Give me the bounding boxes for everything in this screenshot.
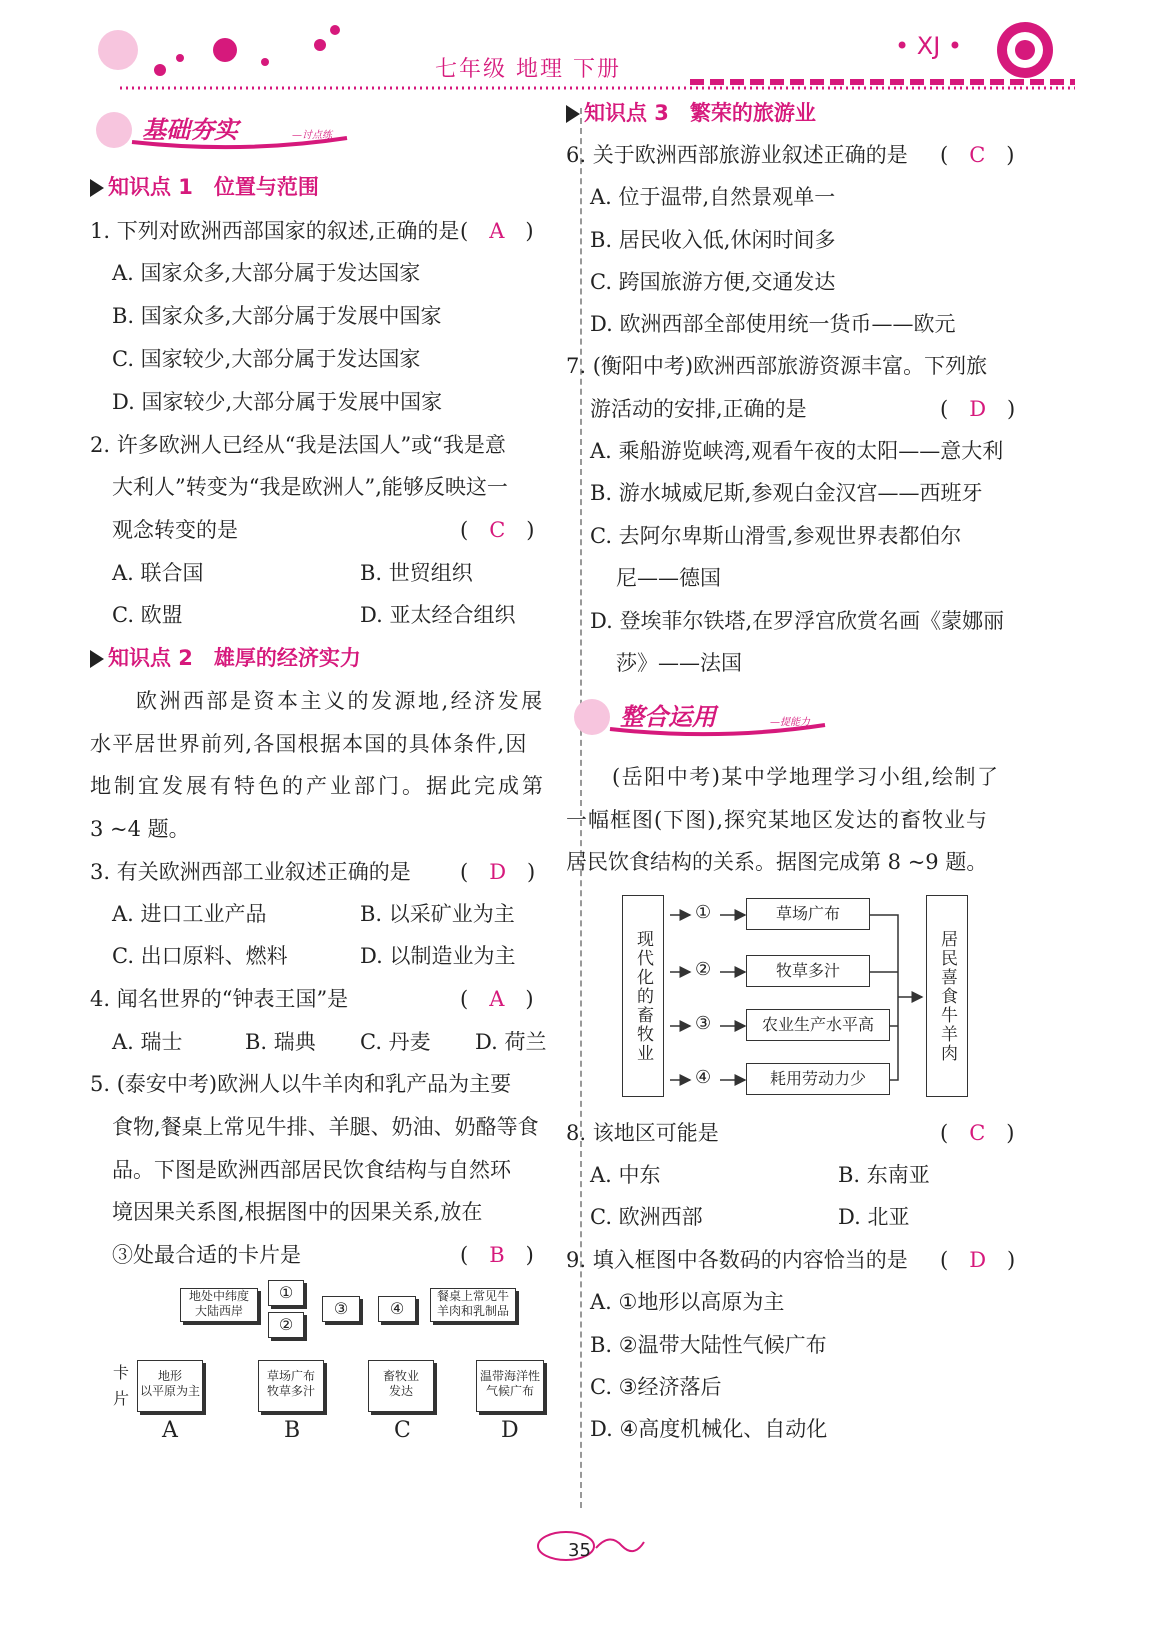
q3-stem: 3. 有关欧洲西部工业叙述正确的是 bbox=[90, 860, 411, 884]
card-letter-d: D bbox=[501, 1418, 519, 1443]
q9-answer: ( D ) bbox=[940, 1248, 1016, 1272]
q6-answer: ( C ) bbox=[940, 143, 1015, 167]
flow-num-3: ③ bbox=[695, 1013, 712, 1034]
q7-option-d-cont: 莎》——法国 bbox=[616, 651, 742, 675]
q4-option-d: D. 荷兰 bbox=[475, 1030, 547, 1054]
paragraph-line-2: 水平居世界前列,各国根据本国的具体条件,因 bbox=[90, 732, 528, 756]
q7-line-2: 游活动的安排,正确的是 bbox=[590, 397, 807, 421]
banner-subtitle: —讨点练 bbox=[292, 130, 332, 141]
card-option-b: 草场广布 牧草多汁 bbox=[258, 1360, 324, 1412]
paragraph-line-1: 欧洲西部是资本主义的发源地,经济发展 bbox=[136, 689, 545, 713]
q7-line-1: 7. (衡阳中考)欧洲西部旅游资源丰富。下列旅 bbox=[566, 354, 988, 378]
q9-option-d: D. ④高度机械化、自动化 bbox=[590, 1417, 828, 1441]
card-mid-latitude: 地处中纬度 大陆西岸 bbox=[180, 1288, 258, 1322]
q7-option-b: B. 游水城威尼斯,参观白金汉宫——西班牙 bbox=[590, 481, 983, 505]
q9-option-c: C. ③经济落后 bbox=[590, 1375, 722, 1399]
flow-result-box: 居民喜食牛羊肉 bbox=[926, 895, 968, 1097]
flow-item-2: 牧草多汁 bbox=[746, 955, 870, 987]
q2-option-c: C. 欧盟 bbox=[112, 603, 183, 627]
q2-line-2: 大利人”转变为“我是欧洲人”,能够反映这一 bbox=[112, 475, 508, 499]
q4-option-a: A. 瑞士 bbox=[112, 1030, 183, 1054]
q7-option-c-cont: 尼——德国 bbox=[616, 566, 721, 590]
q7-option-d: D. 登埃菲尔铁塔,在罗浮宫欣赏名画《蒙娜丽 bbox=[590, 609, 1005, 633]
knowledge-point-1: 知识点 1 位置与范围 bbox=[90, 172, 319, 202]
play-triangle-icon bbox=[566, 105, 580, 123]
q9-option-b: B. ②温带大陆性气候广布 bbox=[590, 1333, 827, 1357]
q3-answer: ( D ) bbox=[460, 860, 536, 884]
section-banner-basic bbox=[92, 108, 352, 148]
q3-option-a: A. 进口工业产品 bbox=[112, 902, 267, 926]
q5-answer: ( B ) bbox=[460, 1243, 534, 1267]
card-letter-a: A bbox=[162, 1418, 178, 1443]
card-slot-4: ④ bbox=[378, 1296, 416, 1322]
card-dining-table: 餐桌上常见牛 羊肉和乳制品 bbox=[430, 1288, 516, 1322]
banner-subtitle: —提能力 bbox=[770, 717, 810, 728]
knowledge-point-3: 知识点 3 繁荣的旅游业 bbox=[566, 98, 816, 128]
flow-item-4: 耗用劳动力少 bbox=[746, 1063, 890, 1095]
q5-line-1: 5. (泰安中考)欧洲人以牛羊肉和乳产品为主要 bbox=[90, 1072, 512, 1096]
banner-title: 基础夯实 bbox=[142, 116, 238, 144]
q6-option-a: A. 位于温带,自然景观单一 bbox=[590, 185, 836, 209]
play-triangle-icon bbox=[90, 650, 104, 668]
flow-item-1: 草场广布 bbox=[746, 898, 870, 930]
q5-line-2: 食物,餐桌上常见牛排、羊腿、奶油、奶酪等食 bbox=[112, 1115, 539, 1139]
flow-para-line-1: (岳阳中考)某中学地理学习小组,绘制了 bbox=[612, 765, 1000, 789]
paragraph-line-4: 3 ~4 题。 bbox=[90, 817, 190, 841]
q2-line-1: 2. 许多欧洲人已经从“我是法国人”或“我是意 bbox=[90, 433, 506, 457]
q6-option-b: B. 居民收入低,休闲时间多 bbox=[590, 228, 836, 252]
q1-option-c: C. 国家较少,大部分属于发达国家 bbox=[112, 347, 421, 371]
q5-line-3: 品。下图是欧洲西部居民饮食结构与自然环 bbox=[112, 1158, 511, 1182]
q2-option-d: D. 亚太经合组织 bbox=[360, 603, 516, 627]
knowledge-point-2: 知识点 2 雄厚的经济实力 bbox=[90, 643, 361, 673]
q2-option-a: A. 联合国 bbox=[112, 561, 204, 585]
header-title: 七年级 地理 下册 bbox=[435, 57, 621, 82]
header-edition: • XJ • bbox=[895, 32, 963, 60]
q5-line-4: 境因果关系图,根据图中的因果关系,放在 bbox=[112, 1200, 483, 1224]
q2-option-b: B. 世贸组织 bbox=[360, 561, 473, 585]
q4-stem: 4. 闻名世界的“钟表王国”是 bbox=[90, 987, 349, 1011]
card-letter-b: B bbox=[284, 1418, 301, 1443]
cards-label: 卡 片 bbox=[113, 1363, 130, 1408]
q1-stem: 1. 下列对欧洲西部国家的叙述,正确的是 bbox=[90, 219, 460, 243]
q1-answer: ( A ) bbox=[460, 219, 534, 243]
q4-option-c: C. 丹麦 bbox=[360, 1030, 431, 1054]
q9-stem: 9. 填入框图中各数码的内容恰当的是 bbox=[566, 1248, 908, 1272]
q6-option-d: D. 欧洲西部全部使用统一货币——欧元 bbox=[590, 312, 956, 336]
flow-source-box: 现代化的畜牧业 bbox=[622, 895, 664, 1097]
q2-line-3: 观念转变的是 bbox=[112, 518, 238, 542]
flow-num-4: ④ bbox=[695, 1067, 712, 1088]
flow-item-3: 农业生产水平高 bbox=[746, 1009, 890, 1041]
q4-answer: ( A ) bbox=[460, 987, 534, 1011]
q1-option-b: B. 国家众多,大部分属于发展中国家 bbox=[112, 304, 442, 328]
q8-option-b: B. 东南亚 bbox=[838, 1163, 930, 1187]
q8-option-d: D. 北亚 bbox=[838, 1205, 910, 1229]
flow-para-line-2: 一幅框图(下图),探究某地区发达的畜牧业与 bbox=[566, 808, 989, 832]
q3-option-b: B. 以采矿业为主 bbox=[360, 902, 515, 926]
q8-option-c: C. 欧洲西部 bbox=[590, 1205, 703, 1229]
q7-option-a: A. 乘船游览峡湾,观看午夜的太阳——意大利 bbox=[590, 439, 1004, 463]
card-option-c: 畜牧业 发达 bbox=[368, 1360, 434, 1412]
q8-stem: 8. 该地区可能是 bbox=[566, 1121, 719, 1145]
q5-line-5: ③处最合适的卡片是 bbox=[112, 1243, 301, 1267]
q3-option-d: D. 以制造业为主 bbox=[360, 944, 516, 968]
play-triangle-icon bbox=[90, 179, 104, 197]
q8-option-a: A. 中东 bbox=[590, 1163, 661, 1187]
card-slot-3: ③ bbox=[322, 1296, 360, 1322]
card-option-d: 温带海洋性 气候广布 bbox=[476, 1360, 544, 1412]
card-letter-c: C bbox=[394, 1418, 411, 1443]
q6-option-c: C. 跨国旅游方便,交通发达 bbox=[590, 270, 836, 294]
card-slot-1: ① bbox=[268, 1280, 304, 1306]
card-option-a: 地形 以平原为主 bbox=[137, 1360, 203, 1412]
q8-answer: ( C ) bbox=[940, 1121, 1015, 1145]
q3-option-c: C. 出口原料、燃料 bbox=[112, 944, 288, 968]
section-banner-integrated bbox=[570, 695, 830, 735]
q7-option-c: C. 去阿尔卑斯山滑雪,参观世界表都伯尔 bbox=[590, 524, 962, 548]
flow-para-line-3: 居民饮食结构的关系。据图完成第 8 ~9 题。 bbox=[566, 850, 988, 874]
flow-num-1: ① bbox=[695, 902, 712, 923]
page-number: 35 bbox=[568, 1540, 591, 1561]
q1-option-a: A. 国家众多,大部分属于发达国家 bbox=[112, 261, 421, 285]
flow-num-2: ② bbox=[695, 959, 712, 980]
q1-option-d: D. 国家较少,大部分属于发展中国家 bbox=[112, 390, 443, 414]
q2-answer: ( C ) bbox=[460, 518, 535, 542]
q9-option-a: A. ①地形以高原为主 bbox=[590, 1290, 785, 1314]
q4-option-b: B. 瑞典 bbox=[245, 1030, 316, 1054]
banner-title: 整合运用 bbox=[620, 703, 716, 731]
q6-stem: 6. 关于欧洲西部旅游业叙述正确的是 bbox=[566, 143, 908, 167]
paragraph-line-3: 地制宜发展有特色的产业部门。据此完成第 bbox=[90, 774, 546, 798]
q7-answer: ( D ) bbox=[940, 397, 1016, 421]
card-slot-2: ② bbox=[268, 1312, 304, 1338]
